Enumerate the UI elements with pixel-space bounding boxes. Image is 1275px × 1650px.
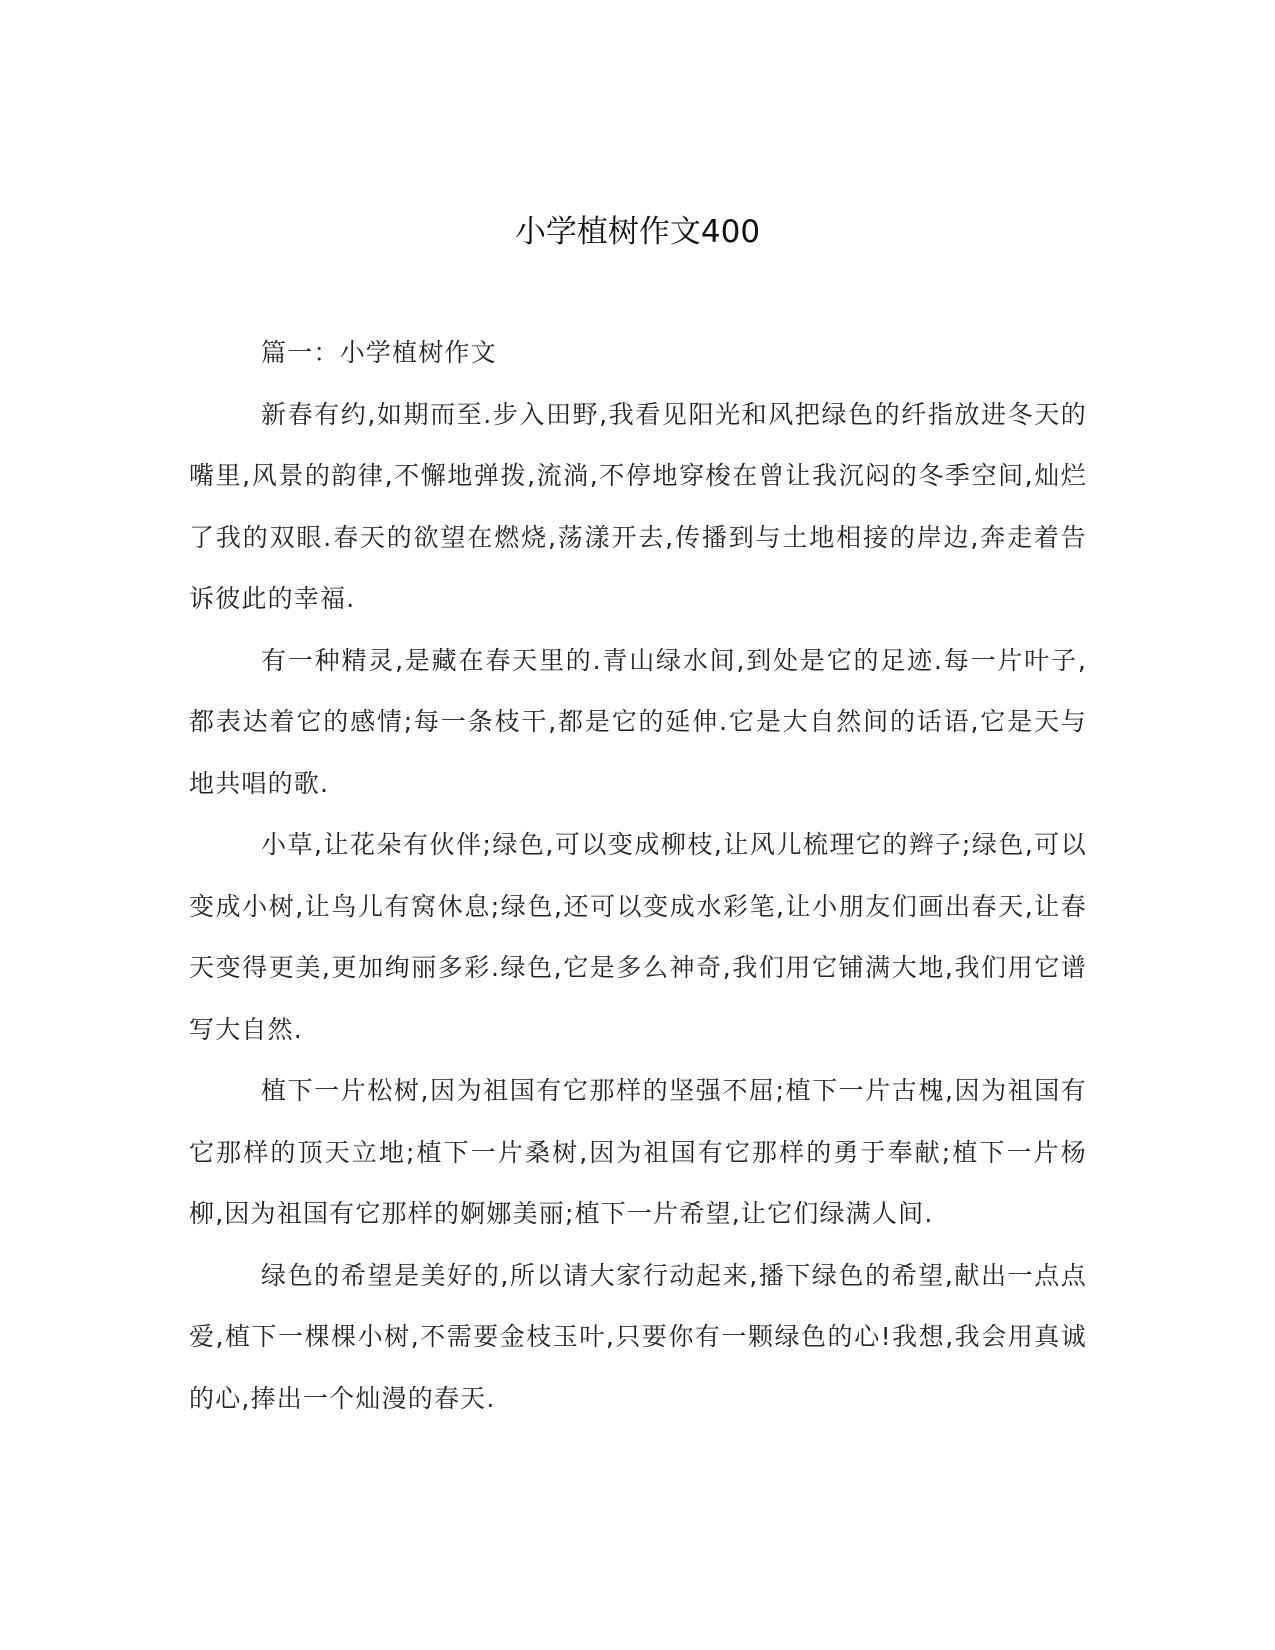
section-heading: 篇一：小学植树作文	[261, 338, 497, 367]
document-body	[189, 322, 1087, 1429]
paragraph-5: 绿色的希望是美好的,所以请大家行动起来,播下绿色的希望,献出一点点爱,植下一棵棵小树,不需要金枝玉叶,只要你有一颗绿色的心!我想,我会用真诚的心,捧出一个灿漫的春天.	[189, 1260, 1087, 1413]
paragraph-3: 小草,让花朵有伙伴;绿色,可以变成柳枝,让风儿梳理它的辫子;绿色,可以变成小树,让鸟儿有窝休息;绿色,还可以变成水彩笔,让小朋友们画出春天,让春天变得更美,更加绚丽多彩.绿色,它是多么神奇,我们用它铺满大地,我们用它谱写大自然.	[189, 830, 1087, 1044]
document-title: 小学植树作文400	[514, 214, 761, 250]
paragraph-4: 植下一片松树,因为祖国有它那样的坚强不屈;植下一片古槐,因为祖国有它那样的顶天立地;植下一片桑树,因为祖国有它那样的勇于奉献;植下一片杨柳,因为祖国有它那样的婀娜美丽;植下一片希望,让它们绿满人间.	[189, 1076, 1087, 1228]
paragraph-2: 有一种精灵,是藏在春天里的.青山绿水间,到处是它的足迹.每一片叶子,都表达着它的感情;每一条枝干,都是它的延伸.它是大自然间的话语,它是天与地共唱的歌.	[189, 645, 1087, 798]
paragraph-1: 新春有约,如期而至.步入田野,我看见阳光和风把绿色的纤指放进冬天的嘴里,风景的韵律,不懈地弹拨,流淌,不停地穿梭在曾让我沉闷的冬季空间,灿烂了我的双眼.春天的欲望在燃烧,荡漾开去,传播到与土地相接的岸边,奔走着告诉彼此的幸福.	[189, 399, 1087, 613]
